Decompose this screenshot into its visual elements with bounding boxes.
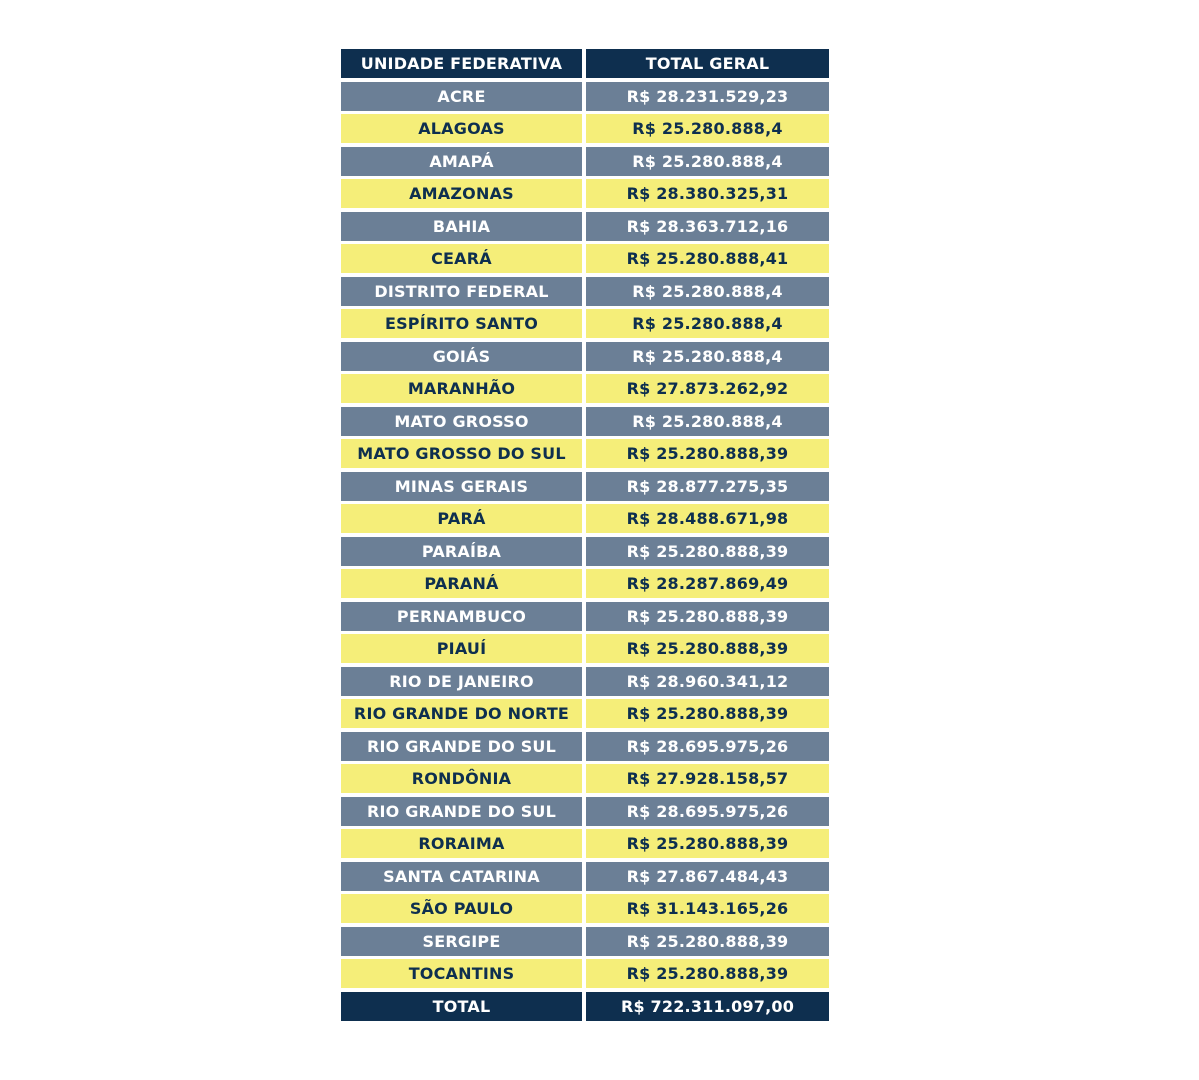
state-total-cell: R$ 27.873.262,92 bbox=[586, 374, 829, 403]
state-total-cell: R$ 25.280.888,41 bbox=[586, 244, 829, 273]
table-row bbox=[341, 309, 829, 338]
table-row bbox=[341, 147, 829, 176]
state-name-cell: AMAZONAS bbox=[341, 179, 582, 208]
state-total-cell: R$ 25.280.888,4 bbox=[586, 309, 829, 338]
header-total-geral: TOTAL GERAL bbox=[586, 49, 829, 78]
table-row bbox=[341, 537, 829, 566]
state-name-cell: BAHIA bbox=[341, 212, 582, 241]
state-totals-table bbox=[341, 49, 829, 1024]
state-total-cell: R$ 25.280.888,4 bbox=[586, 277, 829, 306]
table-row bbox=[341, 862, 829, 891]
state-name-cell: GOIÁS bbox=[341, 342, 582, 371]
table-row bbox=[341, 179, 829, 208]
table-row bbox=[341, 797, 829, 826]
table-row bbox=[341, 244, 829, 273]
state-total-cell: R$ 25.280.888,39 bbox=[586, 699, 829, 728]
table-row bbox=[341, 894, 829, 923]
table-row bbox=[341, 602, 829, 631]
total-value: R$ 722.311.097,00 bbox=[586, 992, 829, 1021]
state-name-cell: PARANÁ bbox=[341, 569, 582, 598]
table-row bbox=[341, 212, 829, 241]
state-total-cell: R$ 28.287.869,49 bbox=[586, 569, 829, 598]
table-row bbox=[341, 699, 829, 728]
state-name-cell: SANTA CATARINA bbox=[341, 862, 582, 891]
state-total-cell: R$ 28.960.341,12 bbox=[586, 667, 829, 696]
state-total-cell: R$ 25.280.888,4 bbox=[586, 342, 829, 371]
state-total-cell: R$ 25.280.888,39 bbox=[586, 439, 829, 468]
table-row bbox=[341, 829, 829, 858]
state-name-cell: MARANHÃO bbox=[341, 374, 582, 403]
state-name-cell: RORAIMA bbox=[341, 829, 582, 858]
state-total-cell: R$ 31.143.165,26 bbox=[586, 894, 829, 923]
state-name-cell: SÃO PAULO bbox=[341, 894, 582, 923]
table-row bbox=[341, 504, 829, 533]
state-name-cell: PIAUÍ bbox=[341, 634, 582, 663]
table-row bbox=[341, 439, 829, 468]
state-total-cell: R$ 28.877.275,35 bbox=[586, 472, 829, 501]
state-name-cell: PARÁ bbox=[341, 504, 582, 533]
table-row bbox=[341, 374, 829, 403]
table-body bbox=[341, 82, 829, 989]
state-total-cell: R$ 25.280.888,4 bbox=[586, 147, 829, 176]
state-name-cell: ALAGOAS bbox=[341, 114, 582, 143]
state-total-cell: R$ 25.280.888,4 bbox=[586, 114, 829, 143]
table-row bbox=[341, 82, 829, 111]
state-name-cell: AMAPÁ bbox=[341, 147, 582, 176]
state-total-cell: R$ 28.231.529,23 bbox=[586, 82, 829, 111]
state-total-cell: R$ 28.363.712,16 bbox=[586, 212, 829, 241]
state-name-cell: RIO DE JANEIRO bbox=[341, 667, 582, 696]
table-header-row bbox=[341, 49, 829, 78]
state-name-cell: RONDÔNIA bbox=[341, 764, 582, 793]
table-row bbox=[341, 927, 829, 956]
state-total-cell: R$ 27.928.158,57 bbox=[586, 764, 829, 793]
table-row bbox=[341, 114, 829, 143]
state-total-cell: R$ 28.695.975,26 bbox=[586, 797, 829, 826]
state-total-cell: R$ 25.280.888,39 bbox=[586, 829, 829, 858]
state-total-cell: R$ 25.280.888,39 bbox=[586, 959, 829, 988]
header-unidade-federativa: UNIDADE FEDERATIVA bbox=[341, 49, 582, 78]
state-name-cell: PERNAMBUCO bbox=[341, 602, 582, 631]
table-row bbox=[341, 472, 829, 501]
table-row bbox=[341, 732, 829, 761]
state-total-cell: R$ 28.380.325,31 bbox=[586, 179, 829, 208]
table-row bbox=[341, 277, 829, 306]
state-total-cell: R$ 27.867.484,43 bbox=[586, 862, 829, 891]
table-row bbox=[341, 342, 829, 371]
state-name-cell: SERGIPE bbox=[341, 927, 582, 956]
state-name-cell: RIO GRANDE DO SUL bbox=[341, 732, 582, 761]
table-row bbox=[341, 764, 829, 793]
total-label: TOTAL bbox=[341, 992, 582, 1021]
table-row bbox=[341, 569, 829, 598]
table-row bbox=[341, 959, 829, 988]
state-name-cell: MINAS GERAIS bbox=[341, 472, 582, 501]
state-name-cell: RIO GRANDE DO NORTE bbox=[341, 699, 582, 728]
state-name-cell: MATO GROSSO DO SUL bbox=[341, 439, 582, 468]
state-name-cell: TOCANTINS bbox=[341, 959, 582, 988]
table-row bbox=[341, 407, 829, 436]
state-name-cell: CEARÁ bbox=[341, 244, 582, 273]
state-name-cell: DISTRITO FEDERAL bbox=[341, 277, 582, 306]
state-total-cell: R$ 25.280.888,39 bbox=[586, 537, 829, 566]
state-name-cell: PARAÍBA bbox=[341, 537, 582, 566]
table-total-row bbox=[341, 992, 829, 1021]
state-total-cell: R$ 28.695.975,26 bbox=[586, 732, 829, 761]
state-total-cell: R$ 25.280.888,39 bbox=[586, 602, 829, 631]
state-name-cell: ESPÍRITO SANTO bbox=[341, 309, 582, 338]
state-name-cell: RIO GRANDE DO SUL bbox=[341, 797, 582, 826]
state-total-cell: R$ 25.280.888,39 bbox=[586, 927, 829, 956]
state-total-cell: R$ 25.280.888,4 bbox=[586, 407, 829, 436]
table-row bbox=[341, 667, 829, 696]
state-total-cell: R$ 25.280.888,39 bbox=[586, 634, 829, 663]
table-row bbox=[341, 634, 829, 663]
state-name-cell: MATO GROSSO bbox=[341, 407, 582, 436]
state-name-cell: ACRE bbox=[341, 82, 582, 111]
state-total-cell: R$ 28.488.671,98 bbox=[586, 504, 829, 533]
